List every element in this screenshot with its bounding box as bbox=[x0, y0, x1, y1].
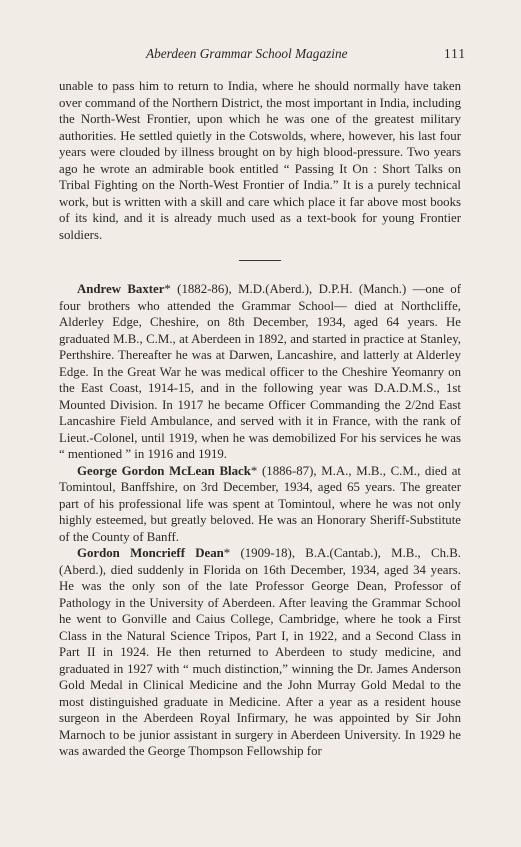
obituary-dean bbox=[59, 545, 461, 760]
section-divider bbox=[239, 260, 281, 261]
obituary-baxter bbox=[59, 281, 461, 463]
continuation-paragraph: unable to pass him to return to India, where he should normally have taken over command of the Northern District, the most important in India, including the North-West Frontier, upon which he was one of the greatest military authorities. He settled quietly in the Cotswolds, where, however, his last four years were clouded by illness brought on by high blood-pressure. Two years ago he wrote an admirable book entitled “ Passing It On : Short Talks on Tribal Fighting on the North-West Frontier of India.” It is a purely technical work, but is written with a skill and care which place it far above most books of its kind, and it is already much used as a text-book for young Frontier soldiers. bbox=[59, 79, 461, 242]
obituary-text: * (1886-87), M.A., M.B., C.M., died at Tomintoul, Banffshire, on 3rd December, 1934, aged 65 years. The greater part of his professional life was spent at Tomintoul, where he was not only highly esteemed, but greatly beloved. He was an Honorary Sheriff-Substitute of the County of Banff. bbox=[59, 463, 461, 544]
obituary-name: George Gordon McLean Black bbox=[77, 463, 251, 478]
obituary-black bbox=[59, 463, 461, 546]
obituary-name: Andrew Baxter bbox=[77, 282, 165, 296]
obituary-name: Gordon Moncrieff Dean bbox=[77, 546, 224, 560]
running-header bbox=[146, 44, 466, 64]
obituary-text: * (1882-86), M.D.(Aberd.), D.P.H. (Manch.) —one of four brothers who attended the Grammar School— died at Northcliffe, Alderley Edge, Cheshire, on 8th December, 1934, aged 64 years. He graduated M.B., C.M., at Aberdeen in 1892, and started in practice at Stanley, Perthshire. Thereafter he was at Darwen, Lancashire, and latterly at Alderley Edge. In the Great War he was medical officer to the Cheshire Yeomanry on the East Coast, 1914-15, and in the following year was D.A.D.M.S., 1st Mounted Division. In 1917 he became Officer Commanding the 2/2nd East Lancashire Field Ambulance, and served with it in France, with the rank of Lieut.-Colonel, until 1919, when he was demobilized For his services he was “ mentioned ” in 1916 and 1919. bbox=[59, 282, 461, 461]
page-body bbox=[59, 78, 461, 760]
magazine-title: Aberdeen Grammar School Magazine bbox=[146, 46, 348, 61]
page-number: 111 bbox=[444, 46, 466, 61]
obituary-text: * (1909-18), B.A.(Cantab.), M.B., Ch.B.(Aberd.), died suddenly in Florida on 16th December, 1934, aged 34 years. He was the only son of the late Professor George Dean, Professor of Pathology in the University of Aberdeen. After leaving the Grammar School he went to Gonville and Caius College, Cambridge, where he took a First Class in the Natural Science Tripos, Part I, in 1922, and a Second Class in Part II in 1924. He then returned to Aberdeen to study medicine, and graduated in 1927 with “ much distinction,” winning the Dr. James Anderson Gold Medal in Clinical Medicine and the John Murray Gold Medal to the most distinguished graduate in Medicine. After a year as a resident house surgeon in the Aberdeen Royal Infirmary, he was appointed by Sir John Marnoch to be junior assistant in surgery in Aberdeen University. In 1929 he was awarded the George Thompson Fellowship for bbox=[59, 546, 461, 758]
